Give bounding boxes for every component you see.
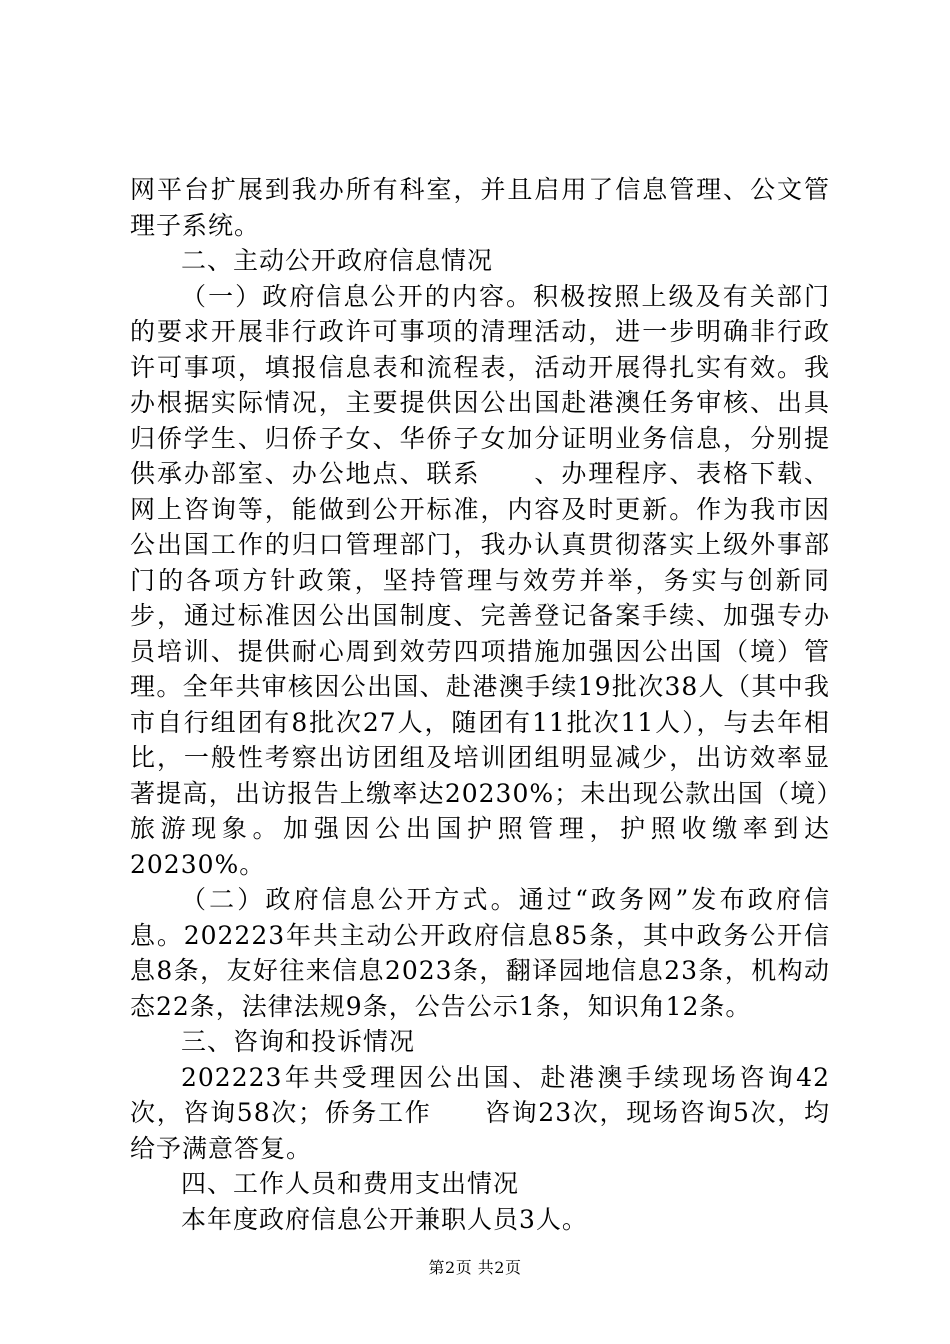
paragraph-content: （一）政府信息公开的内容。积极按照上级及有关部门的要求开展非行政许可事项的清理活动，进一步明确非行政许可事项，填报信息表和流程表，活动开展得扎实有效。我办根据实际情况，主要提供因公出国赴港澳任务审核、出具归侨学生、归侨子女、华侨子女加分证明业务信息，分别提供承办部室、办公地点、联系 、办理程序、表格下载、网上咨询等，能做到公开标准，内容及时更新。作为我市因公出国工作的归口管理部门，我办认真贯彻落实上级外事部门的各项方针政策，坚持管理与效劳并举，务实与创新同步，通过标准因公出国制度、完善登记备案手续、加强专办员培训、提供耐心周到效劳四项措施加强因公出国（境）管理。全年共审核因公出国、赴港澳手续19批次38人（其中我市自行组团有8批次27人，随团有11批次11人），与去年相比，一般性考察出访团组及培训团组明显减少，出访效率显著提高，出访报告上缴率达20230%；未出现公款出国（境）旅游现象。加强因公出国护照管理，护照收缴率到达20230%。	[130, 281, 830, 879]
section-heading-2: 二、主动公开政府信息情况	[181, 246, 494, 275]
paragraph-continuation: 网平台扩展到我办所有科室，并且启用了信息管理、公文管理子系统。	[130, 175, 830, 240]
section-heading-4: 四、工作人员和费用支出情况	[181, 1169, 520, 1198]
section-heading-3: 三、咨询和投诉情况	[181, 1027, 416, 1056]
paragraph-method: （二）政府信息公开方式。通过“政务网”发布政府信息。202223年共主动公开政府信息85条，其中政务公开信息8条，友好往来信息2023条，翻译园地信息23条，机构动态22条，法律法规9条，公告公示1条，知识角12条。	[130, 885, 830, 1021]
page-number-footer: 第2页 共2页	[428, 1258, 522, 1277]
document-body	[130, 172, 830, 1237]
paragraph-consultation: 202223年共受理因公出国、赴港澳手续现场咨询42次，咨询58次；侨务工作 咨询23次，现场咨询5次，均给予满意答复。	[130, 1062, 830, 1163]
paragraph-staff: 本年度政府信息公开兼职人员3人。	[181, 1204, 588, 1234]
